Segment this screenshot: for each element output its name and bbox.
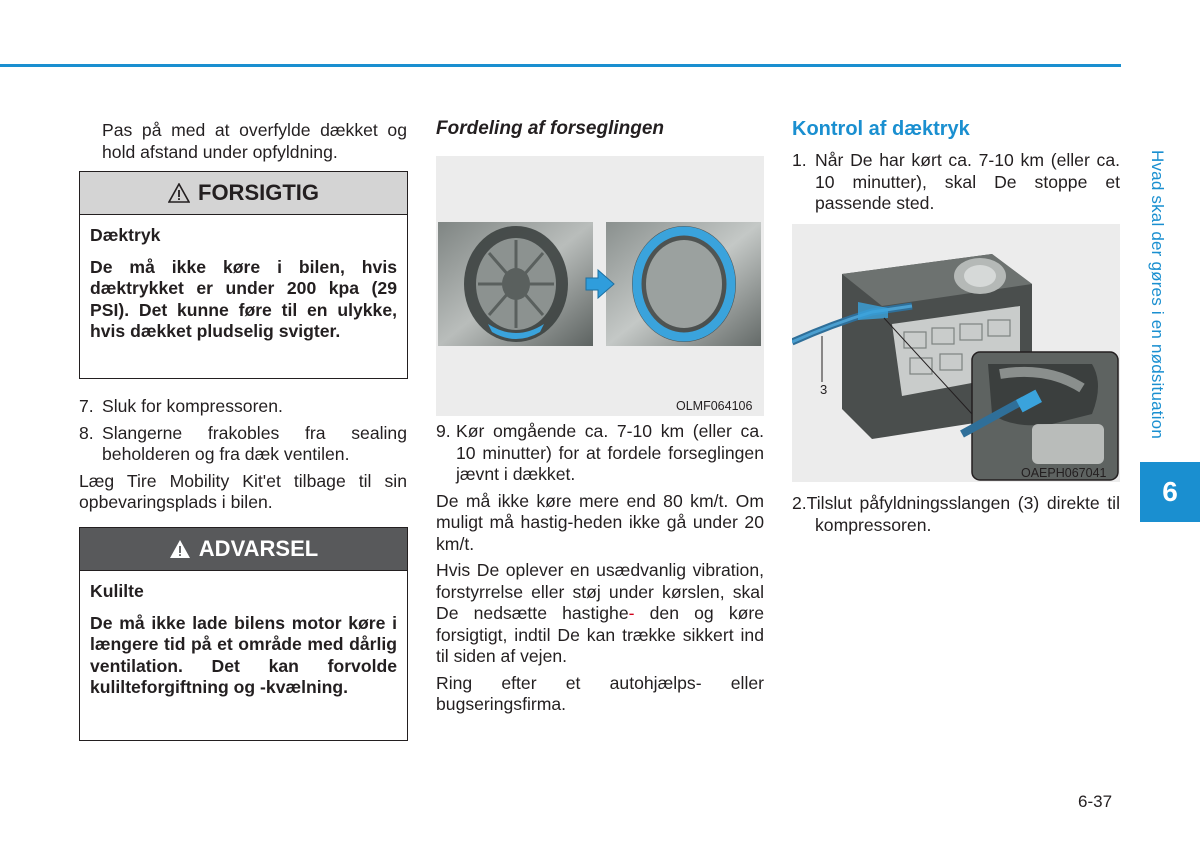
chapter-tab: 6 — [1140, 462, 1200, 522]
warning-text: De må ikke lade bilens motor køre i længere tid på et område med dårlig ventilation. Det kan forvolde kulilteforgiftning og -kvælning. — [90, 612, 397, 697]
step-text: Slangerne frakobles fra sealing beholderen og fra dæk ventilen. — [102, 422, 407, 464]
caution-text: De må ikke køre i bilen, hvis dæktrykket er under 200 kpa (29 PSI). Det kunne føre til en ulykke, hvis dækket pludselig svigter. — [90, 256, 397, 341]
section-title-text: Hvad skal der gøres i en nødsituation — [1148, 150, 1167, 439]
hyphen-mark: - — [628, 603, 635, 623]
caution-header — [80, 172, 407, 215]
caution-box — [79, 171, 408, 379]
speed-paragraph: De må ikke køre mere end 80 km/t. Om muligt må hastig-heden ikke gå under 20 km/t. — [436, 490, 764, 554]
warning-title: ADVARSEL — [198, 536, 319, 561]
sealant-figure — [436, 156, 764, 416]
step-number: 8. — [79, 422, 94, 443]
call-paragraph: Ring efter et autohjælps- eller bugseringsfirma. — [436, 672, 764, 714]
warning-triangle-icon — [168, 183, 190, 203]
warning-subtitle: Kulilte — [90, 581, 144, 601]
page-number: 6-37 — [1078, 792, 1113, 811]
figure-code: OLMF064106 — [676, 399, 753, 413]
col3-step1 — [792, 150, 1120, 215]
caution-subtitle: Dæktryk — [90, 225, 161, 245]
step-text: Kør omgående ca. 7-10 km (eller ca. 10 minutter) for at fordele forseglingen jævnt i dækket. — [456, 421, 764, 484]
warning-header — [80, 528, 407, 571]
compressor-illustration — [792, 224, 1120, 482]
warning-triangle-icon — [169, 539, 191, 559]
top-rule — [0, 64, 1121, 67]
vibration-text-a: Hvis De oplever en usædvanlig vibration, forstyrrelse eller støj under kørslen, skal De nedsætte hastighe — [436, 560, 764, 623]
figure-code: OAEPH067041 — [1021, 466, 1107, 480]
pressure-heading: Kontrol af dæktryk — [792, 118, 970, 140]
storage-paragraph: Læg Tire Mobility Kit'et tilbage til sin opbevaringsplads i bilen. — [79, 470, 407, 512]
vibration-paragraph — [436, 560, 764, 668]
section-side-title — [1143, 150, 1179, 450]
list-item — [79, 396, 407, 418]
list-item — [792, 150, 1120, 215]
figure-label: 3 — [820, 382, 828, 397]
compressor-figure — [792, 224, 1120, 482]
step-number: 9. — [436, 421, 451, 441]
list-item — [436, 421, 764, 486]
warning-box — [79, 527, 408, 741]
step-number: 1. — [792, 150, 807, 170]
intro-text: Pas på med at overfylde dækket og hold afstand under opfyldning. — [102, 120, 407, 162]
step2-text: 2.Tilslut påfyldningsslangen (3) direkte til kompressoren. — [792, 493, 1120, 535]
tire-illustration — [436, 156, 764, 416]
step-text: Sluk for kompressoren. — [102, 396, 283, 416]
step-number: 7. — [79, 396, 94, 416]
steps-list — [79, 396, 407, 514]
col2-text — [436, 421, 764, 716]
sealant-heading: Fordeling af forseglingen — [436, 118, 665, 139]
step-text: Når De har kørt ca. 7-10 km (eller ca. 10 minutter), skal De stoppe et passende sted. — [815, 150, 1120, 213]
caution-title: FORSIGTIG — [198, 180, 319, 205]
vibration-text-b: den og køre forsigtigt, indtil De kan trække sikkert ind til siden af vejen. — [436, 603, 765, 666]
list-item — [79, 423, 407, 466]
